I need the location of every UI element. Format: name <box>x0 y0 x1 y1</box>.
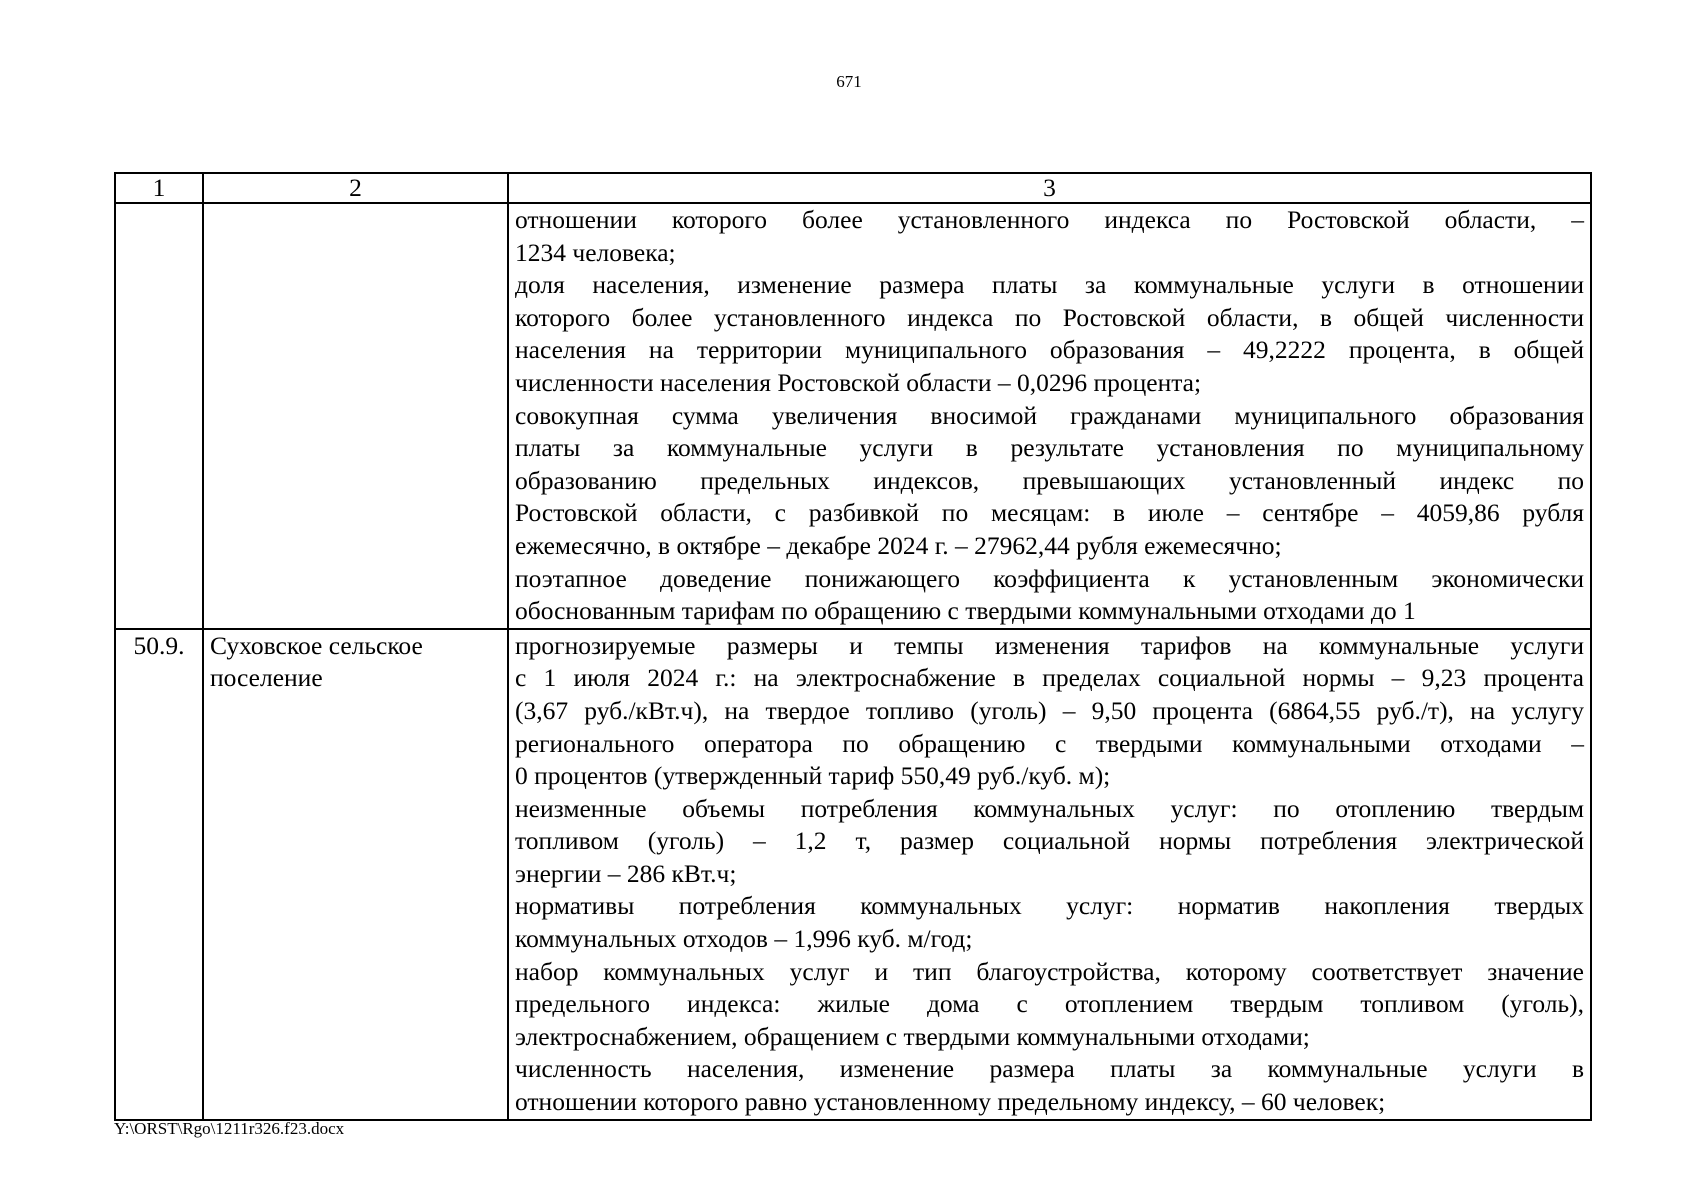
text-line: которого более установленного индекса по Ростовской области, в общей численности <box>515 302 1584 332</box>
column-header: 2 <box>203 173 508 203</box>
text-line: платы за коммунальные услуги в результате установления по муниципальному <box>515 433 1584 463</box>
column-header: 3 <box>508 173 1591 203</box>
row-number-cell <box>115 203 203 629</box>
text-line: прогнозируемые размеры и темпы изменения тарифов на коммунальные услуги <box>515 630 1584 660</box>
description-paragraph <box>515 204 1584 269</box>
text-line: 0 процентов (утвержденный тариф 550,49 руб./куб. м); <box>515 761 1111 791</box>
description-cell <box>508 203 1591 629</box>
document-table <box>114 172 1592 1121</box>
text-line: населения на территории муниципального образования – 49,2222 процента, в общей <box>515 335 1584 365</box>
table-header-row <box>115 173 1591 203</box>
municipality-name-cell <box>203 203 508 629</box>
text-line: неизменные объемы потребления коммунальных услуг: по отоплению твердым <box>515 793 1584 823</box>
text-line: образованию предельных индексов, превышающих установленный индекс по <box>515 465 1584 495</box>
description-paragraph <box>515 1053 1584 1118</box>
text-line: 1234 человека; <box>515 237 676 267</box>
text-line: нормативы потребления коммунальных услуг: норматив накопления твердых <box>515 891 1584 921</box>
description-paragraph <box>515 400 1584 563</box>
municipality-name-cell: Суховское сельское поселение <box>203 629 508 1120</box>
text-line: ежемесячно, в октябре – декабре 2024 г. – 27962,44 рубля ежемесячно; <box>515 530 1282 560</box>
row-number-cell: 50.9. <box>115 629 203 1120</box>
description-paragraph <box>515 793 1584 891</box>
text-line: численности населения Ростовской области – 0,0296 процента; <box>515 367 1202 397</box>
description-paragraph <box>515 269 1584 399</box>
text-line: отношении которого равно установленному предельному индексу, – 60 человек; <box>515 1087 1386 1117</box>
table-row <box>115 203 1591 629</box>
text-line: с 1 июля 2024 г.: на электроснабжение в пределах социальной нормы – 9,23 процента <box>515 663 1584 693</box>
table-body <box>115 203 1591 1120</box>
text-line: Ростовской области, с разбивкой по месяцам: в июле – сентябре – 4059,86 рубля <box>515 498 1584 528</box>
text-line: обоснованным тарифам по обращению с твердыми коммунальными отходами до 1 <box>515 596 1416 626</box>
text-line: отношении которого более установленного индекса по Ростовской области, – <box>515 205 1584 234</box>
description-paragraph <box>515 890 1584 955</box>
text-line: набор коммунальных услуг и тип благоустройства, которому соответствует значение <box>515 956 1584 986</box>
text-line: регионального оператора по обращению с твердыми коммунальными отходами – <box>515 728 1584 758</box>
description-paragraph <box>515 630 1584 793</box>
text-line: предельного индекса: жилые дома с отоплением твердым топливом (уголь), <box>515 989 1584 1019</box>
description-paragraph <box>515 563 1584 628</box>
description-cell <box>508 629 1591 1120</box>
text-line: поэтапное доведение понижающего коэффициента к установленным экономически <box>515 563 1584 593</box>
page-number: 671 <box>836 72 862 91</box>
text-line: коммунальных отходов – 1,996 куб. м/год; <box>515 924 973 954</box>
table-row <box>115 629 1591 1120</box>
text-line: доля населения, изменение размера платы за коммунальные услуги в отношении <box>515 270 1584 300</box>
text-line: численность населения, изменение размера платы за коммунальные услуги в <box>515 1054 1584 1084</box>
footer-file-path: Y:\ORST\Rgo\1211r326.f23.docx <box>114 1119 345 1138</box>
description-paragraph <box>515 956 1584 1054</box>
text-line: совокупная сумма увеличения вносимой гражданами муниципального образования <box>515 400 1584 430</box>
text-line: топливом (уголь) – 1,2 т, размер социальной нормы потребления электрической <box>515 826 1584 856</box>
text-line: энергии – 286 кВт.ч; <box>515 858 737 888</box>
column-header: 1 <box>115 173 203 203</box>
text-line: электроснабжением, обращением с твердыми коммунальными отходами; <box>515 1021 1310 1051</box>
text-line: (3,67 руб./кВт.ч), на твердое топливо (уголь) – 9,50 процента (6864,55 руб./т), на услугу <box>515 695 1584 725</box>
